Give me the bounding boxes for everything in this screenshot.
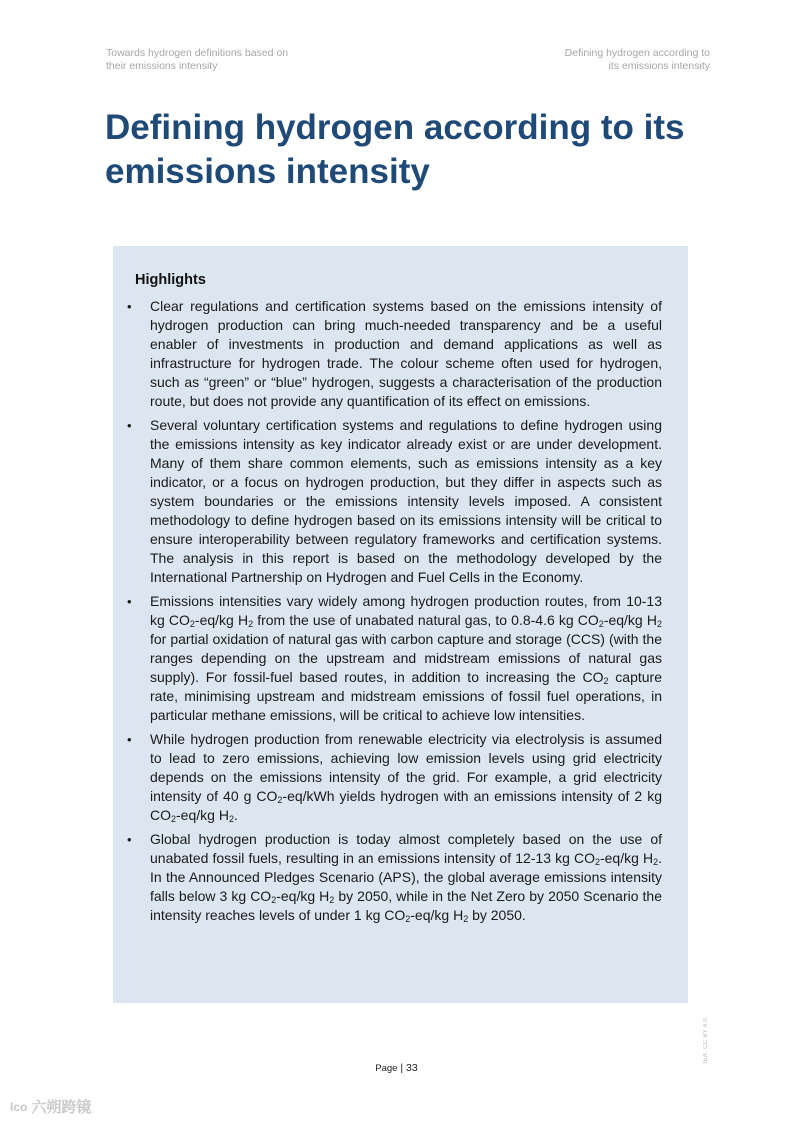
highlight-text: -eq/kg H xyxy=(599,850,654,866)
highlight-text: -eq/kg H xyxy=(410,907,464,923)
highlight-text: capture rate, minimising upstream and midstream emissions of fossil fuel operations, in particular methane emissions, will be critical to achieve low intensities. xyxy=(150,669,662,723)
subscript: 2 xyxy=(653,857,659,867)
subscript: 2 xyxy=(329,895,335,905)
running-header-right-line1: Defining hydrogen according to xyxy=(564,47,710,59)
highlights-heading: Highlights xyxy=(135,272,206,288)
highlight-item xyxy=(127,730,662,825)
subscript: 2 xyxy=(271,895,277,905)
highlight-text: Several voluntary certification systems and regulations to define hydrogen using the emissions intensity as key indicator already exist or are under development. Many of them share common elements, such as emissions intensity as a key indicator, or a focus on hydrogen production, but they differ in aspects such as system boundaries or the emissions intensity levels imposed. A consistent methodology to define hydrogen based on its emissions intensity will be critical to ensure interoperability between regulatory frameworks and certification systems. The analysis in this report is based on the methodology developed by the International Partnership on Hydrogen and Fuel Cells in the Economy. xyxy=(150,417,662,585)
highlight-text: While hydrogen production from renewable electricity via electrolysis is assumed to lead to zero emissions, achieving low emission levels using grid electricity depends on the emissions intensity of the grid. For example, a grid electricity intensity of 40 g CO xyxy=(150,731,662,804)
page-title: Defining hydrogen according to its emissions intensity xyxy=(105,108,685,191)
running-header-right-line2: its emissions intensity xyxy=(608,60,710,72)
highlight-item xyxy=(127,592,662,725)
subscript: 2 xyxy=(189,619,195,629)
highlight-item xyxy=(127,830,662,925)
watermark-logo-icon: Ico xyxy=(10,1099,28,1114)
bullet-icon: • xyxy=(127,594,132,609)
highlight-text: -eq/kg H xyxy=(194,612,249,628)
subscript: 2 xyxy=(248,619,254,629)
page-number: 33 xyxy=(406,1062,418,1074)
subscript: 2 xyxy=(277,795,283,805)
running-header-left-line1: Towards hydrogen definitions based on xyxy=(106,47,289,59)
highlights-list xyxy=(127,297,662,925)
highlight-item xyxy=(127,297,662,411)
highlight-text: . xyxy=(233,807,238,823)
bullet-icon: • xyxy=(127,832,132,847)
highlights-box xyxy=(113,246,688,1003)
highlight-text: -eq/kWh yields hydrogen with an emissions intensity of 2 kg CO xyxy=(150,788,662,823)
page-separator: | xyxy=(400,1062,404,1074)
highlight-text: -eq/kg H xyxy=(176,807,229,823)
highlight-text: for partial oxidation of natural gas with carbon capture and storage (CCS) (with the ranges depending on the upstream and midstream emissions of natural gas supply). For fossil-fuel based routes, in addition to increasing the CO xyxy=(150,631,662,685)
subscript: 2 xyxy=(405,914,411,924)
subscript: 2 xyxy=(656,619,662,629)
highlight-text: by 2050. xyxy=(468,907,526,923)
bullet-icon: • xyxy=(127,732,132,747)
highlight-text: -eq/kg H xyxy=(276,888,330,904)
highlight-text: -eq/kg H xyxy=(603,612,657,628)
running-header-left xyxy=(106,47,288,73)
highlight-text: Emissions intensities vary widely among hydrogen production routes, from 10-13 kg CO xyxy=(150,593,662,628)
subscript: 2 xyxy=(603,676,609,686)
bullet-icon: • xyxy=(127,418,132,433)
watermark xyxy=(10,1096,91,1117)
subscript: 2 xyxy=(171,814,177,824)
bullet-icon: • xyxy=(127,299,132,314)
highlight-item xyxy=(127,416,662,587)
highlight-text: from the use of unabated natural gas, to 0.8-4.6 kg CO xyxy=(253,612,599,628)
highlight-text: Global hydrogen production is today almost completely based on the use of unabated fossil fuels, resulting in an emissions intensity of 12-13 kg CO xyxy=(150,831,662,866)
page-label: Page xyxy=(375,1063,398,1074)
license-note: IEA. CC BY 4.0. xyxy=(703,1016,709,1064)
highlight-text: Clear regulations and certification systems based on the emissions intensity of hydrogen production can bring much-needed transparency and be a useful enabler of investments in production and demand applications as well as infrastructure for hydrogen trade. The colour scheme often used for hydrogen, such as “green” or “blue” hydrogen, suggests a characterisation of the production route, but does not provide any quantification of its effect on emissions. xyxy=(150,298,662,409)
subscript: 2 xyxy=(463,914,469,924)
page-footer xyxy=(0,1062,793,1074)
highlight-text: by 2050, while in the Net Zero by 2050 Scenario the intensity reaches levels of under 1 kg CO xyxy=(150,888,662,923)
watermark-text: 六朔跨镜 xyxy=(31,1099,92,1116)
running-header-right xyxy=(565,47,710,73)
subscript: 2 xyxy=(228,814,234,824)
running-header-left-line2: their emissions intensity xyxy=(106,60,218,72)
highlight-text: . In the Announced Pledges Scenario (APS), the global average emissions intensity falls below 3 kg CO xyxy=(150,850,662,904)
subscript: 2 xyxy=(594,857,600,867)
subscript: 2 xyxy=(598,619,604,629)
